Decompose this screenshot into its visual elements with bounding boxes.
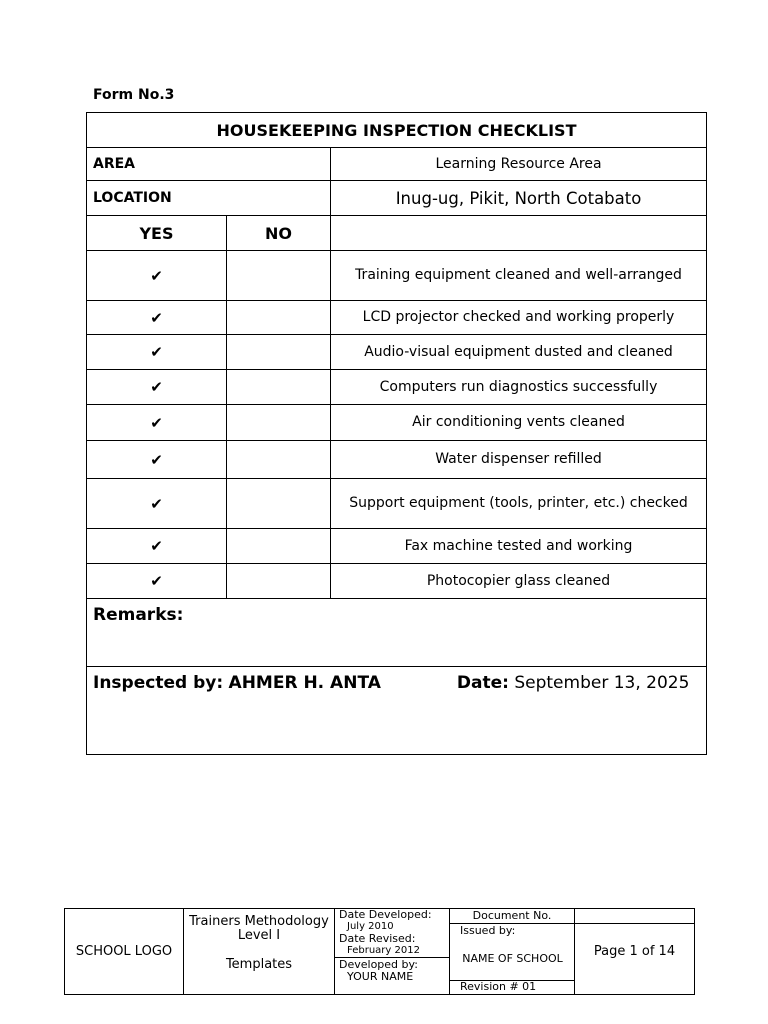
yes-check: ✔ — [87, 335, 227, 370]
revision-number: Revision # 01 — [460, 980, 537, 993]
document-footer — [64, 908, 695, 995]
date-developed: July 2010 — [347, 921, 394, 932]
table-row — [87, 405, 707, 441]
date-label: Date: — [456, 673, 509, 693]
document-info-cell — [450, 909, 575, 994]
table-row — [87, 335, 707, 370]
inspection-date: September 13, 2025 — [514, 673, 690, 693]
yes-check: ✔ — [87, 405, 227, 441]
yes-check: ✔ — [87, 564, 227, 599]
inspection-signoff — [87, 667, 707, 755]
no-check — [227, 441, 331, 479]
program-title: Trainers Methodology Level I — [189, 914, 329, 943]
no-check — [227, 479, 331, 529]
issued-by: NAME OF SCHOOL — [462, 952, 563, 965]
location-value: Inug-ug, Pikit, North Cotabato — [331, 181, 707, 216]
item-text: Photocopier glass cleaned — [331, 564, 707, 599]
table-row — [87, 564, 707, 599]
form-number: Form No.3 — [93, 87, 175, 103]
program-cell — [184, 909, 335, 994]
yes-check: ✔ — [87, 301, 227, 335]
yes-check: ✔ — [87, 441, 227, 479]
table-row — [87, 301, 707, 335]
item-text: Support equipment (tools, printer, etc.) checked — [331, 479, 707, 529]
date-revised-label: Date Revised: — [339, 932, 416, 945]
table-row — [87, 251, 707, 301]
no-check — [227, 529, 331, 564]
inspector-name: AHMER H. ANTA — [228, 673, 381, 693]
inspected-by-label: Inspected by: — [93, 673, 224, 693]
date-developed-label: Date Developed: — [339, 908, 432, 921]
item-text: Water dispenser refilled — [331, 441, 707, 479]
no-check — [227, 301, 331, 335]
yes-check: ✔ — [87, 529, 227, 564]
yes-check: ✔ — [87, 479, 227, 529]
yes-header: YES — [87, 216, 227, 251]
remarks-label: Remarks: — [93, 605, 184, 625]
area-value: Learning Resource Area — [331, 148, 707, 181]
item-text: Fax machine tested and working — [331, 529, 707, 564]
school-logo-cell — [65, 909, 184, 994]
table-row — [87, 529, 707, 564]
no-check — [227, 335, 331, 370]
item-text: Audio-visual equipment dusted and cleaned — [331, 335, 707, 370]
area-label: AREA — [87, 148, 331, 181]
checklist-table — [86, 112, 707, 755]
table-row — [87, 479, 707, 529]
remarks-field — [87, 599, 707, 667]
document-no-label: Document No. — [472, 909, 552, 922]
table-row — [87, 441, 707, 479]
developed-by: YOUR NAME — [347, 970, 414, 983]
no-check — [227, 564, 331, 599]
location-label: LOCATION — [87, 181, 331, 216]
yes-check: ✔ — [87, 370, 227, 405]
dates-cell — [335, 909, 450, 994]
checklist-title: HOUSEKEEPING INSPECTION CHECKLIST — [87, 113, 707, 148]
item-text: Training equipment cleaned and well-arranged — [331, 251, 707, 301]
school-logo: SCHOOL LOGO — [75, 944, 173, 959]
no-header: NO — [227, 216, 331, 251]
no-check — [227, 251, 331, 301]
no-check — [227, 370, 331, 405]
item-text: Air conditioning vents cleaned — [331, 405, 707, 441]
item-text: LCD projector checked and working properly — [331, 301, 707, 335]
no-check — [227, 405, 331, 441]
page-cell — [575, 909, 694, 994]
item-text: Computers run diagnostics successfully — [331, 370, 707, 405]
program-subtitle: Templates — [225, 957, 293, 972]
developed-by-label: Developed by: — [339, 958, 418, 971]
table-row — [87, 370, 707, 405]
date-revised: February 2012 — [347, 945, 420, 956]
page-number: Page 1 of 14 — [593, 944, 676, 959]
yes-check: ✔ — [87, 251, 227, 301]
item-header — [331, 216, 707, 251]
issued-by-label: Issued by: — [460, 924, 516, 937]
